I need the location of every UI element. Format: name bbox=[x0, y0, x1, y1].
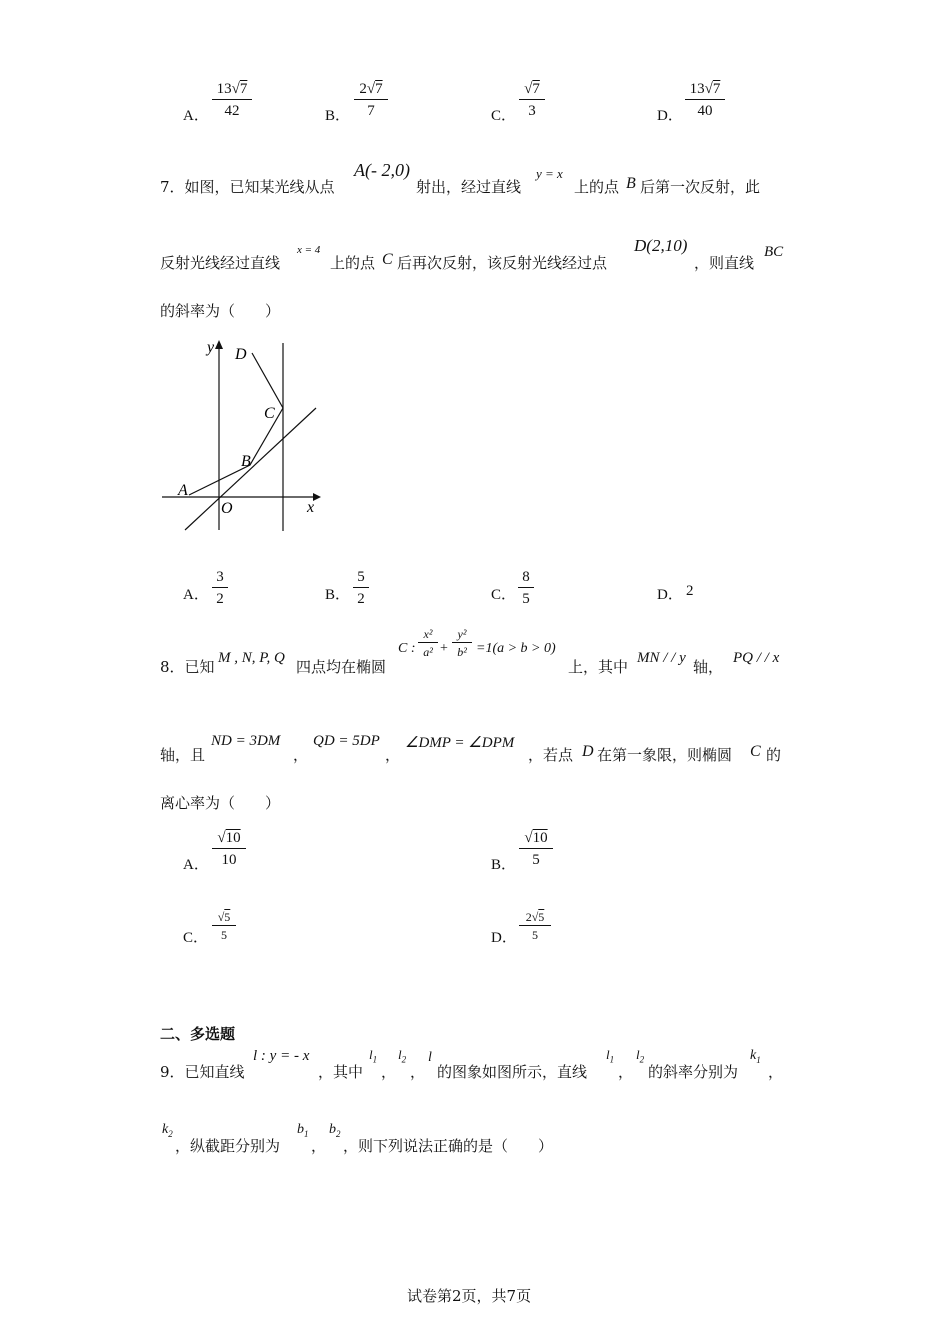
q6-option-d-letter: D． bbox=[657, 108, 683, 124]
section-title-multi-choice: 二、多选题 bbox=[160, 1025, 236, 1043]
fig-label-d: D bbox=[235, 346, 247, 363]
q9-text-1c: 的图象如图所示，直线 bbox=[437, 1063, 588, 1081]
q8-nd-eq: ND = 3DM bbox=[211, 733, 281, 749]
q8-ellipse-rhs: =1(a > b > 0) bbox=[476, 641, 556, 656]
q9-k2: $k_2$ bbox=[162, 1122, 173, 1139]
q8-text-2d: 的 bbox=[766, 746, 782, 764]
q8-ellipse-frac-y: y² b² bbox=[452, 627, 472, 659]
q8-ellipse-c: C : bbox=[398, 641, 416, 656]
q9-line-l: l : y = - x bbox=[253, 1048, 310, 1064]
light-path bbox=[189, 353, 283, 495]
q6-option-a-letter: A． bbox=[183, 108, 209, 124]
q7-text-2b: 上的点 bbox=[330, 254, 376, 272]
y-axis-arrow bbox=[215, 340, 223, 349]
q9-comma-c: ， bbox=[618, 1063, 634, 1081]
q7-text-1c: 上的点 bbox=[574, 178, 620, 196]
fig-label-o: O bbox=[221, 500, 233, 517]
q6-option-b-letter: B． bbox=[325, 108, 351, 124]
q7-text-1a: 7．如图，已知某光线从点 bbox=[160, 178, 335, 196]
x-axis-arrow bbox=[313, 493, 321, 501]
q8-ellipse-plus: + bbox=[440, 641, 448, 656]
q7-option-d-letter: D． bbox=[657, 587, 683, 603]
fig-label-b: B bbox=[241, 453, 251, 470]
q7-point-d: D(2,10) bbox=[634, 236, 688, 255]
q9-comma-d: ， bbox=[768, 1063, 784, 1081]
q7-point-a: A(- 2,0) bbox=[354, 160, 410, 180]
q9-l2-a: $l_2$ bbox=[398, 1047, 407, 1065]
q9-text-2a: ，纵截距分别为 bbox=[175, 1137, 281, 1155]
q8-comma-1: ， bbox=[293, 746, 309, 764]
q7-text-1d: 后第一次反射，此 bbox=[640, 178, 761, 196]
q8-points: M , N, P, Q bbox=[218, 650, 285, 666]
q8-option-a-letter: A． bbox=[183, 857, 209, 873]
q7-option-a-value: 3 2 bbox=[212, 568, 228, 608]
q8-text-2a: 轴，且 bbox=[160, 746, 206, 764]
q9-l1-b: $l_1$ bbox=[606, 1047, 615, 1065]
q7-line-x4: x = 4 bbox=[297, 244, 321, 256]
page-footer: 试卷第2页，共7页 bbox=[407, 1287, 532, 1305]
q9-k1: $k_1$ bbox=[750, 1048, 761, 1065]
q7-label-b: B bbox=[626, 175, 636, 192]
q8-text-1a: 8．已知 bbox=[160, 658, 215, 676]
q9-b1: $b_1$ bbox=[297, 1122, 309, 1139]
q7-text-2c: 后再次反射，该反射光线经过点 bbox=[397, 254, 608, 272]
q7-line-yx: y = x bbox=[536, 166, 563, 181]
q8-text-2b: ，若点 bbox=[528, 746, 574, 764]
q8-ellipse-frac-x: x² a² bbox=[418, 627, 438, 659]
q8-label-c: C bbox=[750, 743, 761, 760]
q9-comma-e: ， bbox=[311, 1137, 327, 1155]
q9-comma-b: ， bbox=[410, 1063, 426, 1081]
q8-option-c-letter: C． bbox=[183, 930, 209, 946]
q6-option-c-value: √7 3 bbox=[519, 80, 545, 120]
q8-option-c-value: √5 5 bbox=[212, 910, 236, 942]
q8-pq-parallel: PQ / / x bbox=[733, 650, 780, 666]
q8-option-b-value: √10 5 bbox=[519, 829, 553, 869]
q8-text-1b: 四点均在椭圆 bbox=[296, 658, 387, 676]
q8-option-d-letter: D． bbox=[491, 930, 517, 946]
q8-text-3: 离心率为（ ） bbox=[160, 794, 281, 812]
q9-b2: $b_2$ bbox=[329, 1122, 341, 1139]
fig-label-y: y bbox=[207, 339, 215, 356]
q7-option-c-letter: C． bbox=[491, 587, 517, 603]
q7-option-d-value: 2 bbox=[686, 583, 694, 599]
q7-option-b-value: 5 2 bbox=[353, 568, 369, 608]
q7-figure bbox=[155, 335, 330, 535]
q7-text-1b: 射出，经过直线 bbox=[416, 178, 522, 196]
q9-l: l bbox=[428, 1050, 432, 1065]
q8-text-2c: 在第一象限，则椭圆 bbox=[597, 746, 733, 764]
q6-option-a-value: 13√7 42 bbox=[212, 80, 252, 120]
q7-text-2d: ，则直线 bbox=[694, 254, 755, 272]
q9-text-1d: 的斜率分别为 bbox=[648, 1063, 739, 1081]
q7-text-3: 的斜率为（ ） bbox=[160, 302, 281, 320]
q7-bc: BC bbox=[764, 244, 784, 260]
q8-mn-parallel: MN / / y bbox=[637, 650, 686, 666]
q9-text-1a: 9．已知直线 bbox=[160, 1063, 245, 1081]
q7-option-c-value: 8 5 bbox=[518, 568, 534, 608]
q9-comma-a: ， bbox=[381, 1063, 397, 1081]
q8-label-d: D bbox=[582, 743, 594, 760]
q9-text-1b: ，其中 bbox=[318, 1063, 364, 1081]
q8-qd-eq: QD = 5DP bbox=[313, 733, 380, 749]
q6-option-b-value: 2√7 7 bbox=[354, 80, 388, 120]
fig-label-a: A bbox=[178, 482, 188, 499]
q9-l1-a: $l_1$ bbox=[369, 1047, 378, 1065]
q7-text-2a: 反射光线经过直线 bbox=[160, 254, 281, 272]
q6-option-d-value: 13√7 40 bbox=[685, 80, 725, 120]
q8-option-b-letter: B． bbox=[491, 857, 517, 873]
q6-option-c-letter: C． bbox=[491, 108, 517, 124]
q7-option-a-letter: A． bbox=[183, 587, 209, 603]
q8-option-d-value: 2√5 5 bbox=[519, 910, 551, 942]
q7-label-c: C bbox=[382, 251, 393, 268]
q9-text-2b: ，则下列说法正确的是（ ） bbox=[343, 1137, 554, 1155]
q8-option-a-value: √10 10 bbox=[212, 829, 246, 869]
q9-l2-b: $l_2$ bbox=[636, 1047, 645, 1065]
q8-text-1d: 轴， bbox=[693, 658, 724, 676]
fig-label-c: C bbox=[264, 405, 275, 422]
q8-comma-2: ， bbox=[385, 746, 401, 764]
q8-angle-eq: ∠DMP = ∠DPM bbox=[405, 735, 515, 751]
q7-option-b-letter: B． bbox=[325, 587, 351, 603]
fig-label-x: x bbox=[307, 499, 315, 516]
q8-text-1c: 上，其中 bbox=[568, 658, 629, 676]
